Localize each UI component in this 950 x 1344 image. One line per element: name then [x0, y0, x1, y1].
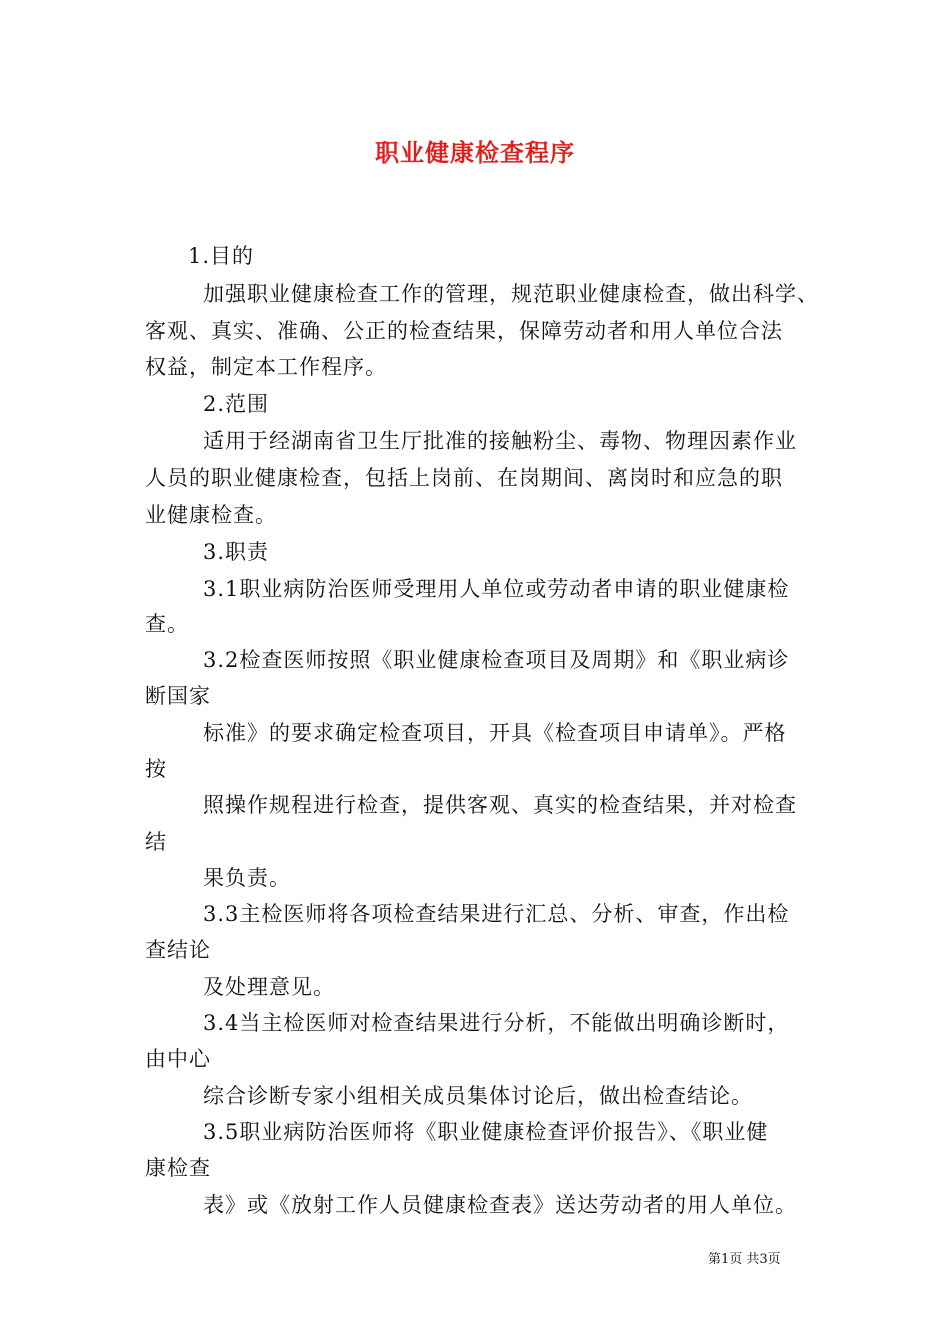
page-footer: 第1页 共3页	[708, 1252, 781, 1267]
paragraph-line: 及处理意见。	[203, 975, 335, 999]
paragraph-line: 3.2检查医师按照《职业健康检查项目及周期》和《职业病诊	[203, 648, 790, 672]
paragraph-line: 客观、真实、准确、公正的检查结果，保障劳动者和用人单位合法	[145, 319, 783, 343]
paragraph-line: 标准》的要求确定检查项目，开具《检查项目申请单》。严格	[203, 721, 787, 745]
paragraph-line: 断国家	[145, 684, 211, 708]
paragraph-line: 由中心	[145, 1047, 211, 1071]
paragraph-line: 照操作规程进行检查，提供客观、真实的检查结果，并对检查	[203, 793, 797, 817]
paragraph-line: 查。	[145, 612, 189, 636]
page-title: 职业健康检查程序	[375, 138, 575, 167]
paragraph-line: 适用于经湖南省卫生厅批准的接触粉尘、毒物、物理因素作业	[203, 429, 797, 453]
paragraph-line: 结	[145, 830, 167, 854]
paragraph-line: 业健康检查。	[145, 503, 277, 527]
paragraph-line: 人员的职业健康检查，包括上岗前、在岗期间、离岗时和应急的职	[145, 466, 783, 490]
paragraph-line: 权益，制定本工作程序。	[145, 355, 387, 379]
section-heading-scope: 2.范围	[203, 392, 270, 416]
paragraph-line: 康检查	[145, 1156, 211, 1180]
paragraph-line: 表》或《放射工作人员健康检查表》送达劳动者的用人单位。	[203, 1193, 797, 1217]
paragraph-line: 3.4当主检医师对检查结果进行分析，不能做出明确诊断时，	[203, 1011, 790, 1035]
section-heading-purpose: 1.目的	[188, 244, 255, 268]
section-heading-duties: 3.职责	[203, 540, 270, 564]
paragraph-line: 按	[145, 757, 167, 781]
paragraph-line: 果负责。	[203, 866, 291, 890]
paragraph-line: 3.3主检医师将各项检查结果进行汇总、分析、审查，作出检	[203, 902, 790, 926]
paragraph-line: 综合诊断专家小组相关成员集体讨论后，做出检查结论。	[203, 1084, 753, 1108]
paragraph-line: 加强职业健康检查工作的管理，规范职业健康检查，做出科学、	[203, 282, 819, 306]
paragraph-line: 3.1职业病防治医师受理用人单位或劳动者申请的职业健康检	[203, 577, 790, 601]
paragraph-line: 3.5职业病防治医师将《职业健康检查评价报告》、《职业健	[203, 1120, 769, 1144]
paragraph-line: 查结论	[145, 938, 211, 962]
